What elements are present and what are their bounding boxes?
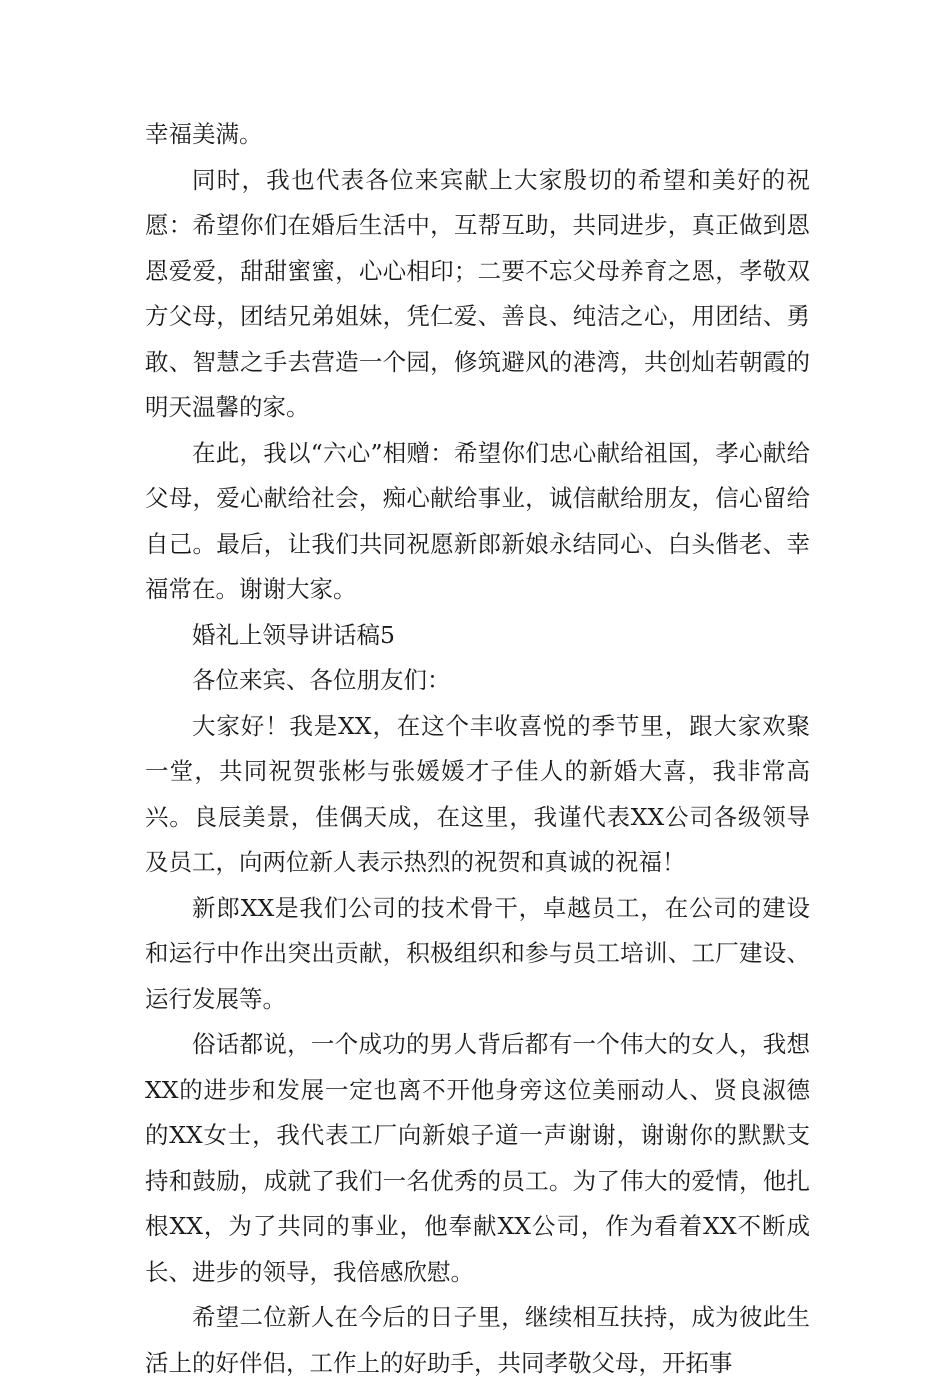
section-heading: 婚礼上领导讲话稿5 — [192, 620, 395, 649]
paragraph-greeting: 各位来宾、各位朋友们： — [192, 666, 451, 694]
paragraph-saying: 俗话都说，一个成功的男人背后都有一个伟大的女人，我想XX的进步和发展一定也离不开他身旁这位美丽动人、贤良淑德的XX女士，我代表工厂向新娘子道一声谢谢，谢谢你的默默支持和鼓励，成就了我们一名优秀的员工。为了伟大的爱情，他扎根XX，为了共同的事业，他奉献XX公司，作为看着XX不断成长、进步的领导，我倍感欣慰。 — [145, 1030, 810, 1286]
paragraph-groom: 新郎XX是我们公司的技术骨干，卓越员工，在公司的建设和运行中作出突出贡献，积极组织和参与员工培训、工厂建设、运行发展等。 — [145, 893, 810, 1013]
document-body — [145, 112, 810, 1386]
paragraph-hope: 希望二位新人在今后的日子里，继续相互扶持，成为彼此生活上的好伴侣，工作上的好助手，共同孝敬父母，开拓事 — [145, 1303, 810, 1377]
paragraph-opening: 大家好！我是XX，在这个丰收喜悦的季节里，跟大家欢聚一堂，共同祝贺张彬与张媛媛才子佳人的新婚大喜，我非常高兴。良辰美景，佳偶天成，在这里，我谨代表XX公司各级领导及员工，向两位新人表示热烈的祝贺和真诚的祝福！ — [145, 711, 810, 876]
paragraph-six-hearts: 在此，我以“六心”相赠：希望你们忠心献给祖国，孝心献给父母，爱心献给社会，痴心献给事业，诚信献给朋友，信心留给自己。最后，让我们共同祝愿新郎新娘永结同心、白头偕老、幸福常在。谢谢大家。 — [145, 438, 810, 603]
paragraph-continuation: 幸福美满。 — [145, 120, 263, 148]
paragraph-wishes: 同时，我也代表各位来宾献上大家殷切的希望和美好的祝愿：希望你们在婚后生活中，互帮互助，共同进步，真正做到恩恩爱爱，甜甜蜜蜜，心心相印；二要不忘父母养育之恩，孝敬双方父母，团结兄弟姐妹，凭仁爱、善良、纯洁之心，用团结、勇敢、智慧之手去营造一个园，修筑避风的港湾，共创灿若朝霞的明天温馨的家。 — [145, 165, 810, 421]
